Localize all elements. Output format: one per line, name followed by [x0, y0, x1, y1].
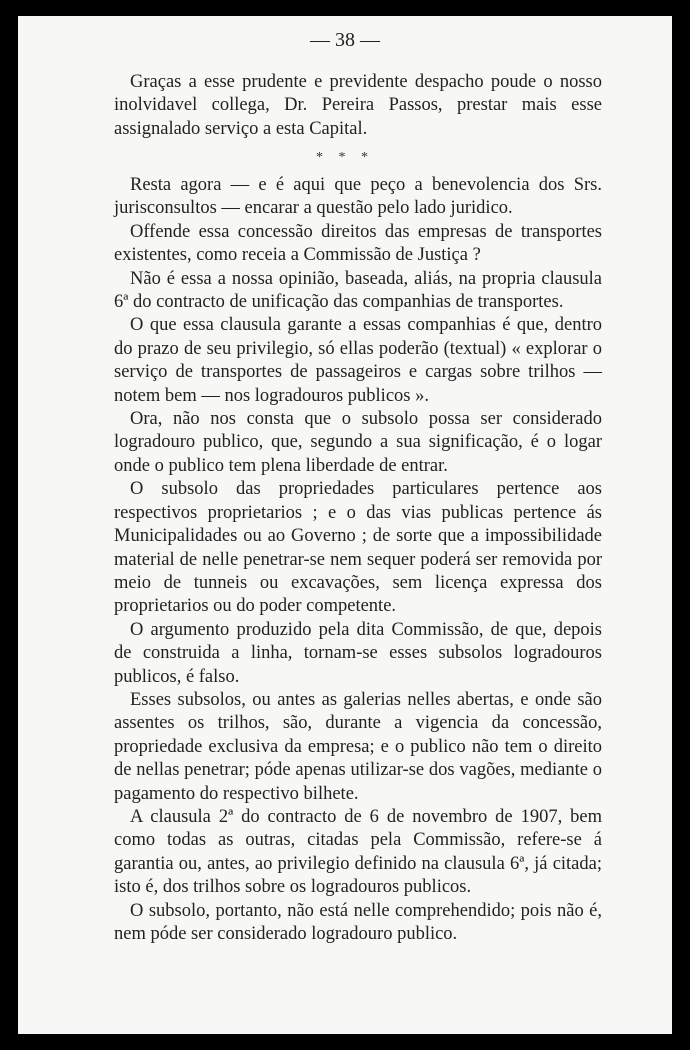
paragraph: Resta agora — e é aqui que peço a benevolencia dos Srs. jurisconsultos — encarar a questão pelo lado juridico. [114, 175, 602, 219]
paragraph: Esses subsolos, ou antes as galerias nelles abertas, e onde são assentes os trilhos, são, durante a vigencia da concessão, propriedade exclusiva da empresa; e o publico não tem o direito de nellas penetrar; póde apenas utilizar-se dos vagões, mediante o pagamento do respectivo bilhete. [114, 689, 602, 804]
paragraph: A clausula 2ª do contracto de 6 de novembro de 1907, bem como todas as outras, citadas pela Commissão, refere-se á garantia ou, antes, ao privilegio definido na clausula 6ª, já citada; isto é, dos trilhos sobre os logradouros publicos. [114, 806, 602, 898]
paragraph: Offende essa concessão direitos das empresas de transportes existentes, como receia a Commissão de Justiça ? [114, 221, 602, 266]
section-separator: * * * [316, 150, 374, 165]
paragraph: O subsolo das propriedades particulares pertence aos respectivos proprietarios ; e o das vias publicas pertence ás Municipalidades ou ao Governo ; de sorte que a impossibilidade material de nelle penetrar-se nem sequer poderá ser removida por meio de tunneis ou excavações, sem licença expressa dos proprietarios ou do poder competente. [114, 479, 602, 617]
document-page [18, 16, 672, 1034]
paragraph: Graças a esse prudente e previdente despacho poude o nosso inolvidavel collega, Dr. Pereira Passos, prestar mais esse assignalado serviço a esta Capital. [114, 72, 602, 139]
intro-text [114, 71, 602, 141]
paragraph: O argumento produzido pela dita Commissão, de que, depois de construida a linha, tornam-se esses subsolos logradouros publicos, é falso. [114, 619, 602, 687]
paragraph: O subsolo, portanto, não está nelle comprehendido; pois não é, nem póde ser considerado logradouro publico. [114, 900, 602, 944]
paragraph: O que essa clausula garante a essas companhias é que, dentro do prazo de seu privilegio, só ellas poderão (textual) « explorar o serviço de transportes de passageiros e cargas sobre trilhos — notem bem — nos logradouros publicos ». [114, 315, 602, 406]
body-text [114, 174, 602, 946]
page-number: — 38 — [310, 29, 380, 51]
paragraph: Não é essa a nossa opinião, baseada, aliás, na propria clausula 6ª do contracto de unificação das companhias de transportes. [114, 268, 602, 313]
paragraph: Ora, não nos consta que o subsolo possa ser considerado logradouro publico, que, segundo a sua significação, é o logar onde o publico tem plena liberdade de entrar. [114, 409, 602, 476]
